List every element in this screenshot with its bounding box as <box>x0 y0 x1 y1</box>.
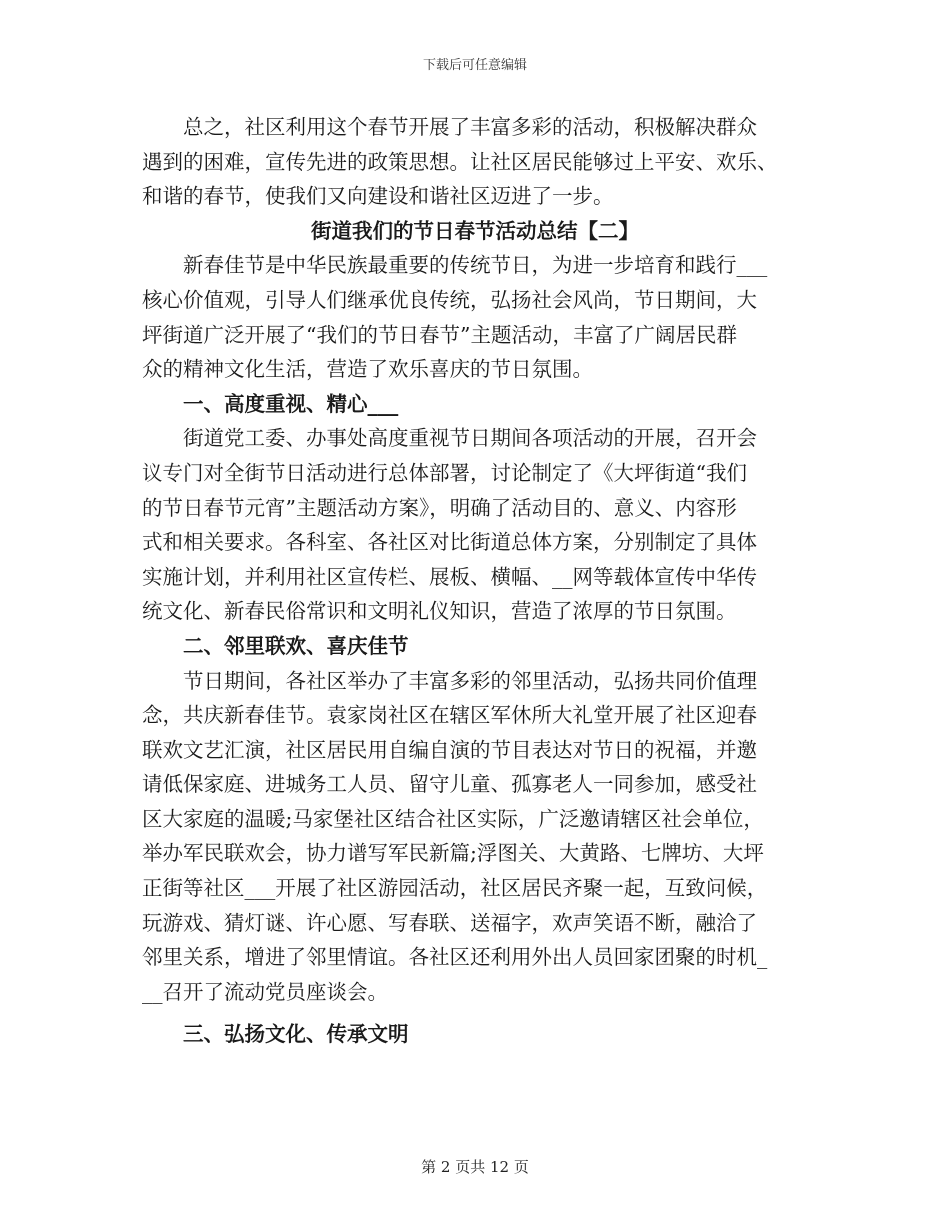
text-line: 正街等社区___开展了社区游园活动，社区居民齐聚一起，互致问候， <box>142 876 768 901</box>
text-line: 坪街道广泛开展了“我们的节日春节”主题活动，丰富了广阔居民群 <box>142 322 737 347</box>
text-line: __召开了流动党员座谈会。 <box>142 979 388 1004</box>
text-line: 玩游戏、猜灯谜、许心愿、写春联、送福字，欢声笑语不断，融洽了 <box>142 910 757 935</box>
document-body <box>142 110 808 1052</box>
section-title: 街道我们的节日春节活动总结【二】 <box>311 218 639 243</box>
text-line: 举办军民联欢会，协力谱写军民新篇;浮图关、大黄路、七牌坊、大坪 <box>142 841 764 866</box>
heading-1: 一、高度重视、精心___ <box>183 391 399 416</box>
text-line: 念，共庆新春佳节。袁家岗社区在辖区军休所大礼堂开展了社区迎春 <box>142 703 757 728</box>
text-line: 众的精神文化生活，营造了欢乐喜庆的节日氛围。 <box>142 357 593 382</box>
text-line: 总之，社区利用这个春节开展了丰富多彩的活动，积极解决群众 <box>183 115 757 139</box>
text-line: 和谐的春节，使我们又向建设和谐社区迈进了一步。 <box>142 184 614 209</box>
paragraph-2 <box>142 421 808 629</box>
text-line: 街道党工委、办事处高度重视节日期间各项活动的开展，召开会 <box>183 426 757 451</box>
text-line: 请低保家庭、进城务工人员、留守儿童、孤寡老人一同参加，感受社 <box>142 772 757 797</box>
text-line: 议专门对全街节日活动进行总体部署，讨论制定了《大坪街道“我们 <box>142 460 747 485</box>
page-footer: 第 2 页共 12 页 <box>421 1158 529 1176</box>
text-line: 的节日春节元宵”主题活动方案》，明确了活动目的、意义、内容形 <box>142 495 737 520</box>
text-line: 联欢文艺汇演，社区居民用自编自演的节目表达对节日的祝福，并邀 <box>142 737 757 762</box>
text-line: 遇到的困难，宣传先进的政策思想。让社区居民能够过上平安、欢乐、 <box>142 149 778 174</box>
text-line: 统文化、新春民俗常识和文明礼仪知识，营造了浓厚的节日氛围。 <box>142 599 737 624</box>
paragraph-1 <box>142 248 808 386</box>
text-line: 核心价值观，引导人们继承优良传统，弘扬社会风尚，节日期间，大 <box>142 287 757 312</box>
page-header: 下载后可任意编辑 <box>422 58 527 73</box>
paragraph-3 <box>142 664 808 1010</box>
text-line: 节日期间，各社区举办了丰富多彩的邻里活动，弘扬共同价值理 <box>183 668 757 693</box>
text-line: 式和相关要求。各科室、各社区对比街道总体方案，分别制定了具体 <box>142 530 757 555</box>
heading-2: 二、邻里联欢、喜庆佳节 <box>183 633 409 658</box>
text-line: 区大家庭的温暖;马家堡社区结合社区实际，广泛邀请辖区社会单位， <box>142 806 764 831</box>
text-line: 实施计划，并利用社区宣传栏、展板、横幅、__网等载体宣传中华传 <box>142 564 757 589</box>
text-line: 邻里关系，增进了邻里情谊。各社区还利用外出人员回家团聚的时机_ <box>142 945 768 970</box>
heading-3: 三、弘扬文化、传承文明 <box>183 1022 409 1047</box>
text-line: 新春佳节是中华民族最重要的传统节日，为进一步培育和践行___ <box>183 253 768 278</box>
intro-paragraph <box>142 110 808 214</box>
